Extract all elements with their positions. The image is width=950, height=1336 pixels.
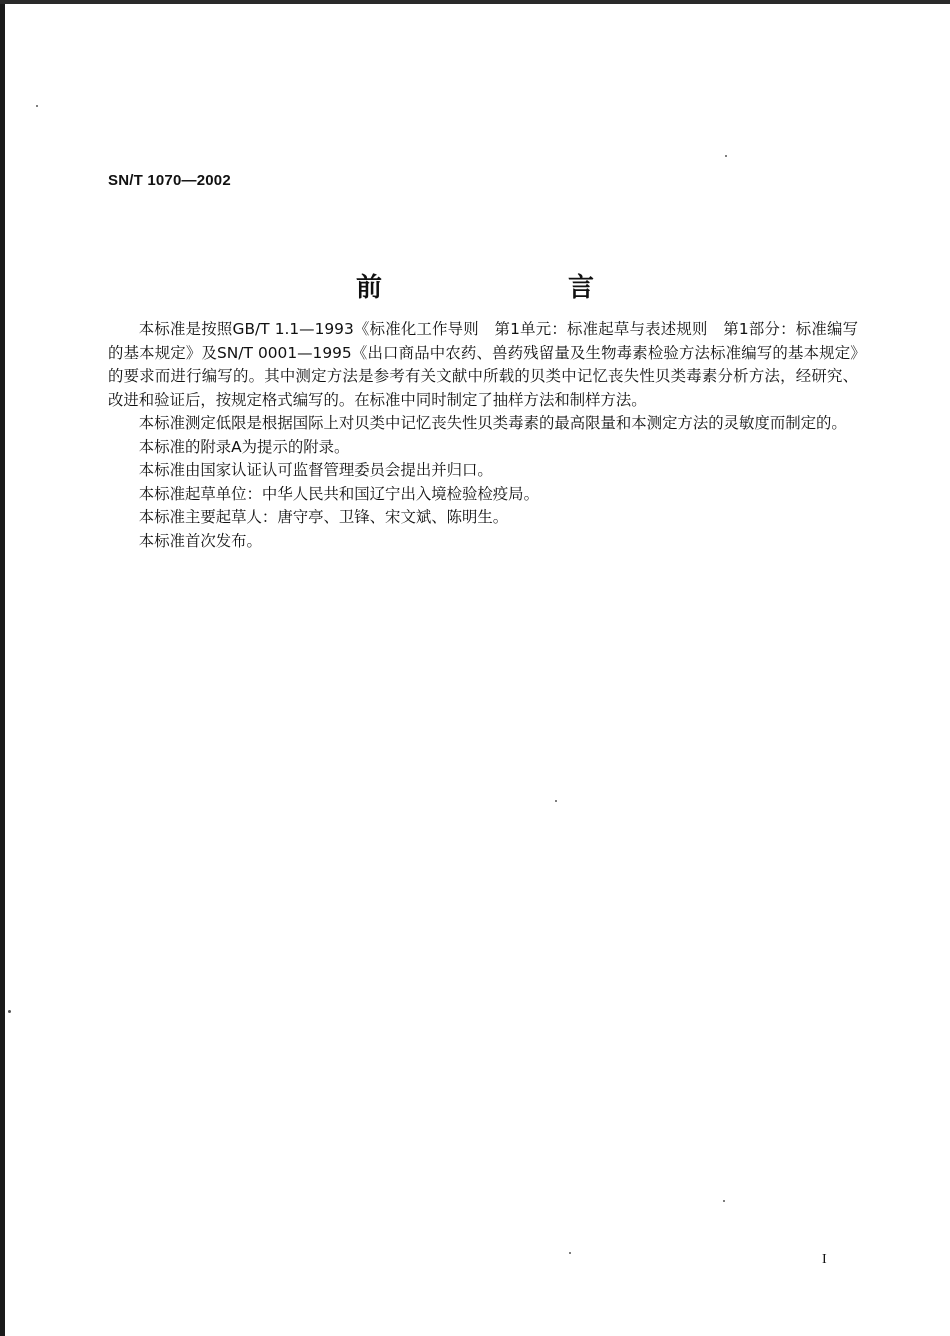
page-number: I [822, 1252, 827, 1267]
scan-speck [569, 1252, 571, 1254]
paragraph-2: 本标准测定低限是根据国际上对贝类中记忆丧失性贝类毒素的最高限量和本测定方法的灵敏度而制定的。 [138, 414, 847, 432]
paragraph-6: 本标准主要起草人：唐守亭、卫锋、宋文斌、陈明生。 [138, 508, 509, 526]
paragraph-7: 本标准首次发布。 [138, 531, 262, 550]
scan-edge-top [0, 0, 950, 4]
paragraph-5: 本标准起草单位：中华人民共和国辽宁出入境检验检疫局。 [138, 484, 539, 503]
scan-speck [36, 105, 38, 107]
scan-speck [723, 1200, 725, 1202]
paragraph-4: 本标准由国家认证认可监督管理委员会提出并归口。 [138, 461, 493, 479]
paragraph-3: 本标准的附录A为提示的附录。 [138, 437, 350, 456]
paragraph-1: 本标准是按照GB/T 1.1—1993《标准化工作导则 第1单元：标准起草与表述规则 第1部分：标准编写的基本规定》及SN/T 0001—1995《出口商品中农药、兽药残留量及生物毒素检验方法标准编写的基本规定》的要求而进行编写的。其中测定方法是参考有关文献中所载的贝类中记忆丧失性贝类毒素分析方法，经研究、改进和验证后，按规定格式编写的。在标准中同时制定了抽样方法和制样方法。 [108, 320, 858, 409]
scan-edge-left [0, 0, 5, 1336]
page-title: 前 言 [355, 273, 674, 303]
scan-speck [8, 1010, 11, 1013]
scan-speck [555, 800, 557, 802]
foreword-body [108, 318, 858, 553]
scan-speck [725, 155, 727, 157]
standard-code: SN/T 1070—2002 [108, 172, 231, 189]
